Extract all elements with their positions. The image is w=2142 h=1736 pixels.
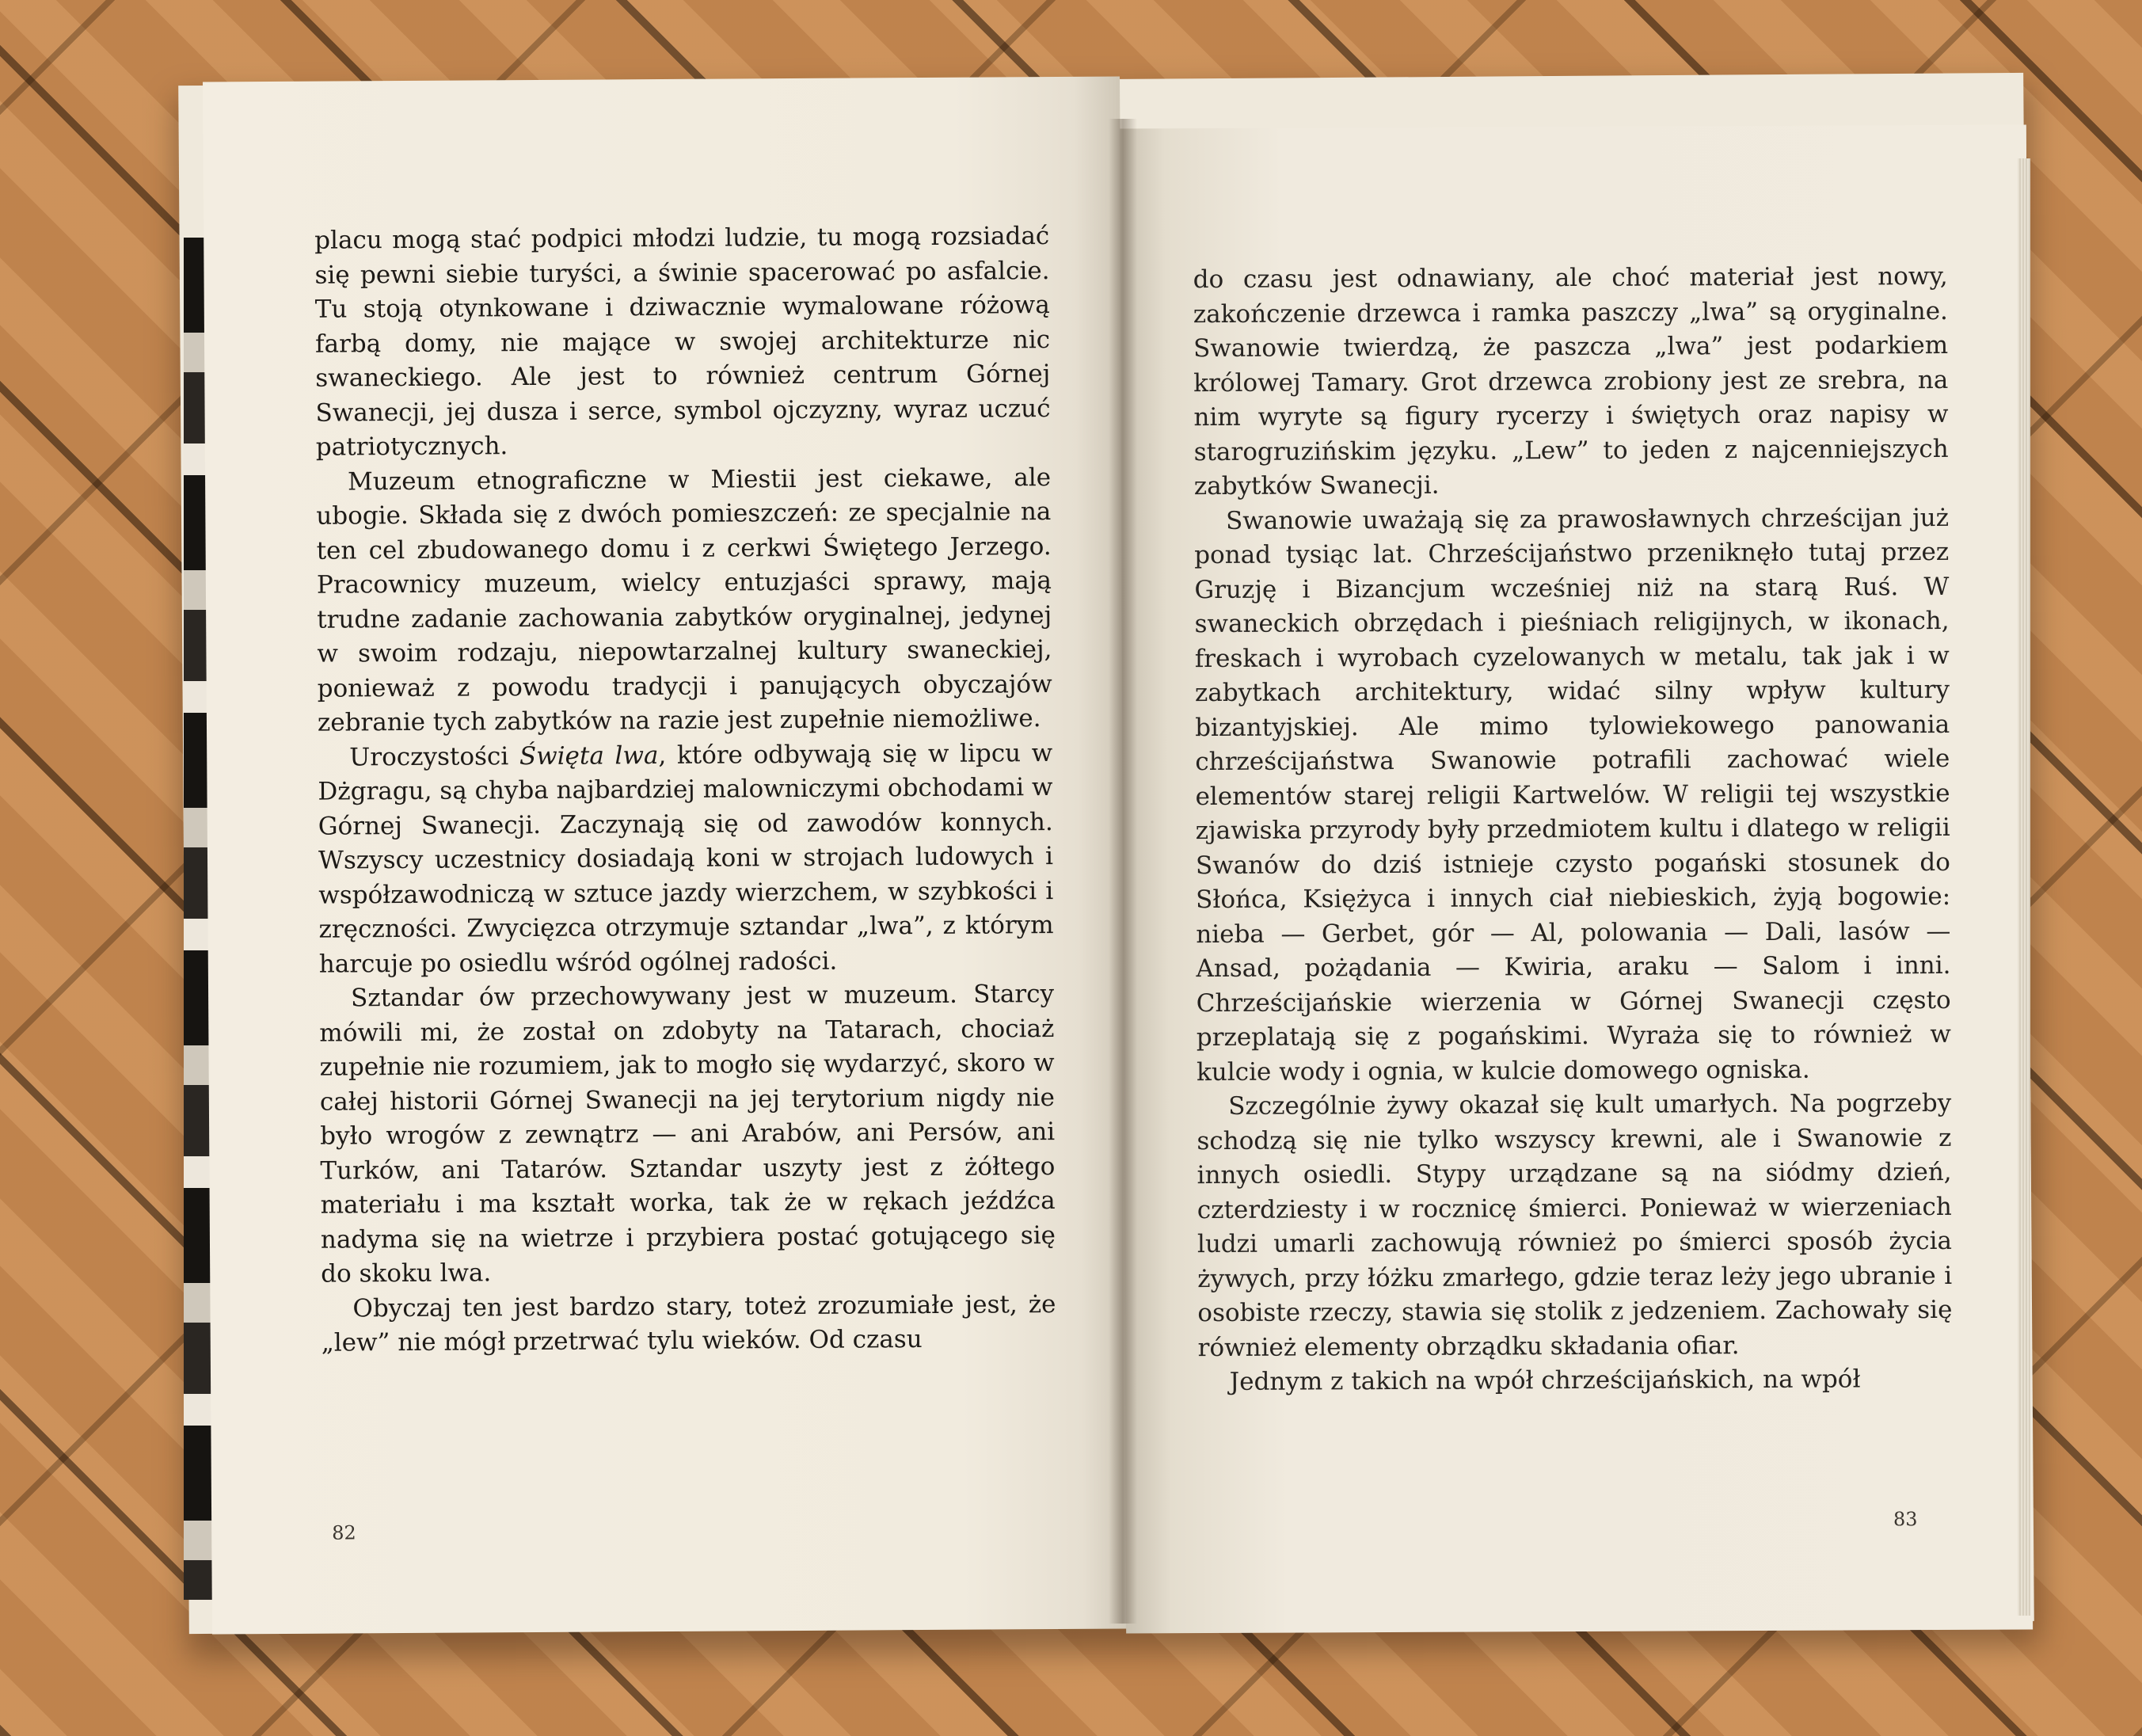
paragraph-3-rest: , które odbywają się w lipcu w Dżgragu, są chyba najbardziej malowniczymi obchodami w Górnej Swanecji. Zaczynają się od zawodów konnych. Wszyscy uczestnicy dosiadają koni w strojach ludowych i współzawodniczą w sztuce jazdy wierzchem, w szybkości i zręczności. Zwycięzca otrzymuje sztandar „lwa”, z którym harcuje po osiedlu wśród ogólnej radości.: [318, 738, 1054, 979]
left-paragraph-5: Obyczaj ten jest bardzo stary, toteż zrozumiałe jest, że „lew” nie mógł przetrwać tylu wieków. Od czasu: [321, 1289, 1056, 1357]
right-paragraph-2: Swanowie uważają się za prawosławnych chrześcijan już ponad tysiąc lat. Chrześcijaństwo przeniknęło tutaj przez Gruzję i Bizancjum wcześniej niż na starą Ruś. W swaneckich obrzędach i pieśniach religijnych, w ikonach, freskach i wyrobach cyzelowanych w metalu, tak jak i w zabytkach architektury, widać silny wpływ kultury bizantyjskiej. Ale mimo tylowiekowego panowania chrześcijaństwa Swanowie potrafili zachować wiele elementów starej religii Kartwelów. W religii tej wszystkie zjawiska przyrody były przedmiotem kultu i dlatego w religii Swanów do dziś istnieje czysto pogański stosunek do Słońca, Księżyca i innych ciał niebieskich, żyją bogowie: nieba — Gerbet, gór — Al, polowania — Dali, lasów — Ansad, pożądania — Kwiria, araku — Salom i inni. Chrześcijańskie wierzenia w Górnej Swanecji często przeplatają się z pogańskimi. Wyraża się to również w kulcie wody i ognia, w kulcie domowego ogniska.: [1194, 503, 1951, 1087]
right-paragraph-4: Jednym z takich na wpół chrześcijańskich, na wpół: [1229, 1365, 1861, 1396]
left-paragraph-4: Sztandar ów przechowywany jest w muzeum. Starcy mówili mi, że został on zdobyty na Tatarach, chociaż zupełnie nie rozumiem, jak to mogło się wydarzyć, skoro w całej historii Górnej Swanecji na jej terytorium nigdy nie było wrogów z zewnątrz — ani Arabów, ani Persów, ani Turków, ani Tatarów. Sztandar uszyty jest z żółtego materiału i ma kształt worka, tak że w rękach jeźdźca nadyma się na wietrze i przybiera postać gotującego się do skoku lwa.: [319, 980, 1056, 1289]
left-paragraph-3: [318, 737, 1054, 982]
festival-name-italic: Święta lwa: [519, 740, 659, 771]
right-page: [1120, 125, 2033, 1634]
right-paragraph-3: Szczególnie żywy okazał się kult umarłych. Na pogrzeby schodzą się nie tylko wszyscy krewni, ale i Swanowie z innych osiedli. Stypy urządzane są na siódmy dzień, czterdziesty i w rocznicę śmierci. Ponieważ w wierzeniach ludzi umarli zachowują również po śmierci sposób życia żywych, przy łóżku zmarłego, gdzie teraz leży jego ubranie i osobiste rzeczy, stawia się stolik z jedzeniem. Zachowały się również elementy obrządku składania ofiar.: [1197, 1088, 1953, 1362]
page-number-left: 82: [332, 1521, 356, 1544]
left-page: [203, 76, 1129, 1634]
right-paragraph-1: do czasu jest odnawiany, ale choć materiał jest nowy, zakończenie drzewca i ramka paszczy „lwa” są oryginalne. Swanowie twierdzą, że paszcza „lwa” jest podarkiem królowej Tamary. Grot drzewca zrobiony jest ze srebra, na nim wyryte są figury rycerzy i świętych oraz napisy w starogruzińskim języku. „Lew” to jeden z najcenniejszych zabytków Swanecji.: [1193, 261, 1949, 501]
page-edges: [2018, 158, 2030, 1616]
left-paragraph-2: Muzeum etnograficzne w Miestii jest ciekawe, ale ubogie. Składa się z dwóch pomieszczeń: ze specjalnie na ten cel zbudowanego domu i z cerkwi Świętego Jerzego. Pracownicy muzeum, wielcy entuzjaści sprawy, mają trudne zadanie zachowania zabytków oryginalnej, jedynej w swoim rodzaju, niepowtarzalnej kultury swaneckiej, ponieważ z powodu tradycji i panujących obyczajów zebranie tych zabytków na razie jest zupełnie niemożliwe.: [316, 463, 1052, 737]
page-number-right: 83: [1893, 1507, 1918, 1530]
left-paragraph-1: placu mogą stać podpici młodzi ludzie, tu mogą rozsiadać się pewni siebie turyści, a świnie spacerować po asfalcie. Tu stoją otynkowane i dziwacznie wymalowane różową farbą domy, nie mające w swojej architekturze nic swaneckiego. Ale jest to również centrum Górnej Swanecji, jej dusza i serce, symbol ojczyzny, wyraz uczuć patriotycznych.: [314, 222, 1051, 462]
book-gutter: [1109, 119, 1137, 1624]
paragraph-3-start: Uroczystości: [349, 741, 519, 771]
